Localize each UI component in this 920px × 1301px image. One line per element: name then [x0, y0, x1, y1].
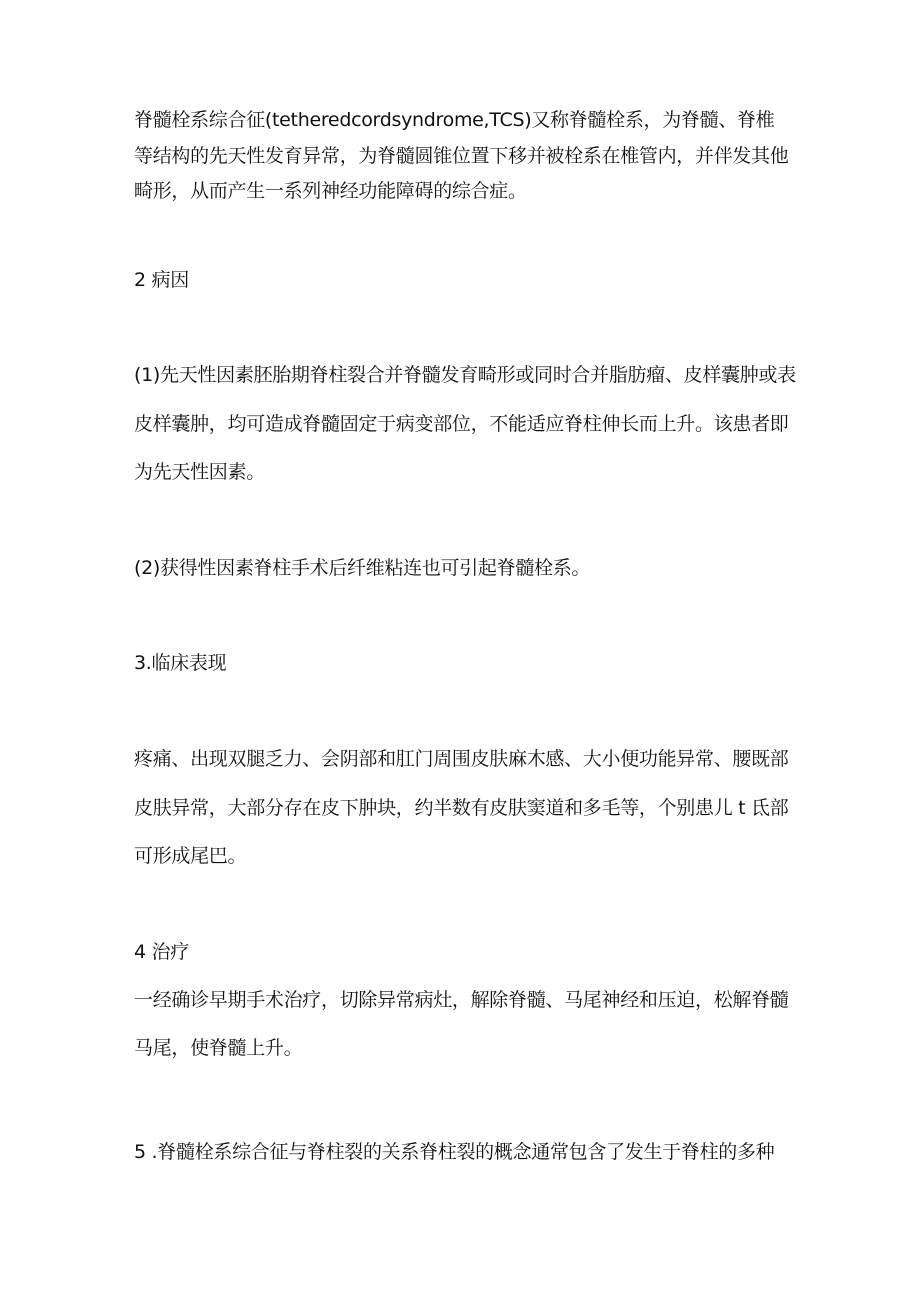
paragraph-congenital-line-2: 皮样囊肿，均可造成脊髓固定于病变部位，不能适应脊柱伸长而上升。该患者即 — [134, 413, 789, 435]
paragraph-congenital-line-1: (1)先天性因素胚胎期脊柱裂合并脊髓发育畸形或同时合并脂肪瘤、皮样囊肿或表 — [134, 364, 796, 386]
paragraph-congenital-line-3: 为先天性因素。 — [134, 461, 265, 483]
paragraph-clinical-line-3: 可形成尾巴。 — [134, 845, 247, 867]
paragraph-acquired: (2)获得性因素脊柱手术后纤维粘连也可引起脊髓栓系。 — [134, 557, 591, 579]
heading-treatment: 4 治疗 — [134, 941, 189, 963]
paragraph-clinical-line-1: 疼痛、出现双腿乏力、会阴部和肛门周围皮肤麻木感、大小便功能异常、腰既部 — [134, 748, 789, 770]
paragraph-relation-line-1: 5 .脊髓栓系综合征与脊柱裂的关系脊柱裂的概念通常包含了发生于脊柱的多种 — [134, 1141, 775, 1163]
paragraph-intro-line-3: 畸形，从而产生一系列神经功能障碍的综合症。 — [134, 180, 527, 202]
paragraph-treatment-line-2: 马尾，使脊髓上升。 — [134, 1037, 303, 1059]
paragraph-clinical-line-2: 皮肤异常，大部分存在皮下肿块，约半数有皮肤窦道和多毛等，个别患儿 t 氐部 — [134, 797, 789, 819]
paragraph-intro-line-1: 脊髓栓系综合征(tetheredcordsyndrome,TCS)又称脊髓栓系，为脊髓、脊椎 — [134, 109, 775, 131]
paragraph-intro-line-2: 等结构的先天性发育异常，为脊髓圆锥位置下移并被栓系在椎管内，并伴发其他 — [134, 145, 789, 167]
heading-clinical: 3.临床表现 — [134, 652, 227, 674]
heading-cause: 2 病因 — [134, 269, 189, 291]
paragraph-treatment-line-1: 一经确诊早期手术治疗，切除异常病灶，解除脊髓、马尾神经和压迫，松解脊髓 — [134, 989, 789, 1011]
